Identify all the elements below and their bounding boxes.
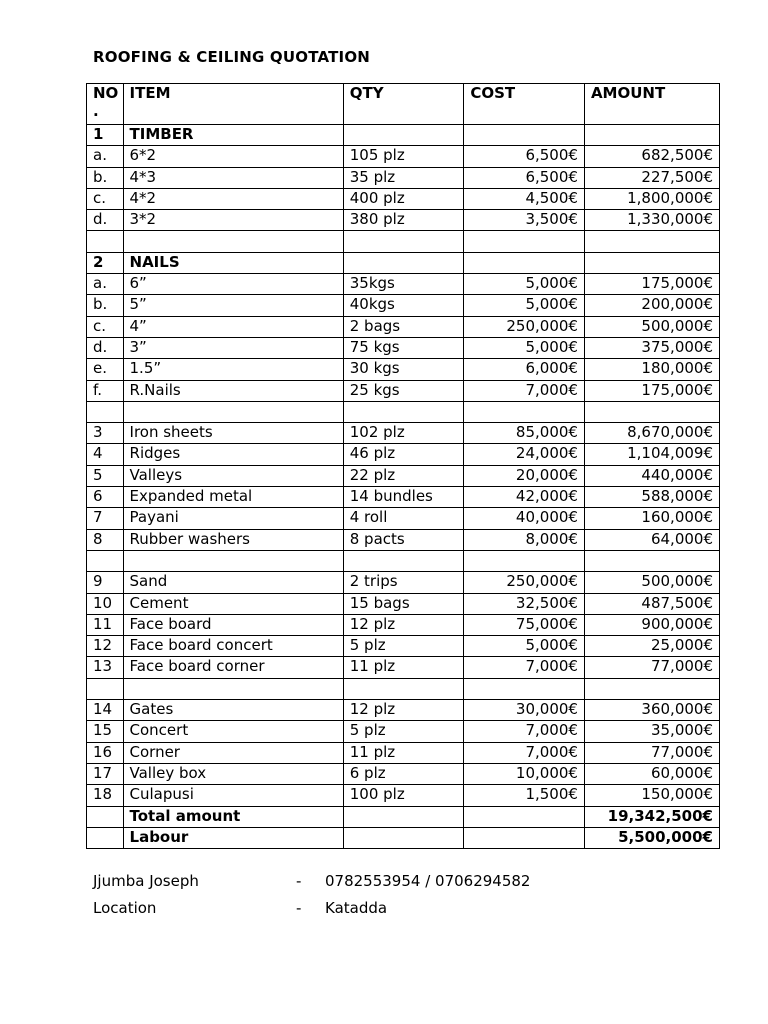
cell-cost bbox=[464, 252, 585, 273]
cell-cost: 5,000€ bbox=[464, 337, 585, 358]
cell-qty bbox=[343, 678, 464, 699]
cell-qty bbox=[343, 550, 464, 571]
contact-name: Jjumba Joseph bbox=[93, 872, 199, 890]
cell-amount: 60,000€ bbox=[584, 763, 719, 784]
cell-amount: 1,800,000€ bbox=[584, 188, 719, 209]
cell-no: 16 bbox=[87, 742, 124, 763]
cell-amount: 900,000€ bbox=[584, 614, 719, 635]
cell-no bbox=[87, 231, 124, 252]
cell-item: Expanded metal bbox=[123, 487, 343, 508]
location-value: Katadda bbox=[325, 899, 388, 917]
table-row bbox=[87, 231, 720, 252]
cell-item: 1.5” bbox=[123, 359, 343, 380]
cell-amount bbox=[584, 125, 719, 146]
cell-item: 4*3 bbox=[123, 167, 343, 188]
cell-amount: 500,000€ bbox=[584, 572, 719, 593]
cell-amount: 682,500€ bbox=[584, 146, 719, 167]
cell-qty: 400 plz bbox=[343, 188, 464, 209]
cell-amount: 487,500€ bbox=[584, 593, 719, 614]
cell-no: a. bbox=[87, 146, 124, 167]
cell-no: 10 bbox=[87, 593, 124, 614]
cell-qty: 14 bundles bbox=[343, 487, 464, 508]
header-item: ITEM bbox=[123, 84, 343, 125]
cell-qty bbox=[343, 125, 464, 146]
contact-phone: 0782553954 / 0706294582 bbox=[325, 872, 531, 890]
table-row bbox=[87, 550, 720, 571]
table-row bbox=[87, 295, 720, 316]
cell-amount bbox=[584, 678, 719, 699]
cell-amount: 8,670,000€ bbox=[584, 423, 719, 444]
cell-no: 18 bbox=[87, 785, 124, 806]
cell-item: Face board corner bbox=[123, 657, 343, 678]
cell-qty: 25 kgs bbox=[343, 380, 464, 401]
cell-no: 13 bbox=[87, 657, 124, 678]
cell-amount bbox=[584, 231, 719, 252]
cell-cost: 6,000€ bbox=[464, 359, 585, 380]
cell-no: 8 bbox=[87, 529, 124, 550]
cell-no: c. bbox=[87, 316, 124, 337]
table-row bbox=[87, 700, 720, 721]
table-row bbox=[87, 210, 720, 231]
cell-item: Payani bbox=[123, 508, 343, 529]
cell-cost: 7,000€ bbox=[464, 742, 585, 763]
cell-no: 9 bbox=[87, 572, 124, 593]
cell-cost bbox=[464, 550, 585, 571]
cell-item: Total amount bbox=[123, 806, 343, 827]
cell-amount: 175,000€ bbox=[584, 274, 719, 295]
table-row bbox=[87, 316, 720, 337]
cell-amount bbox=[584, 550, 719, 571]
cell-cost: 1,500€ bbox=[464, 785, 585, 806]
table-row bbox=[87, 636, 720, 657]
cell-item: 6*2 bbox=[123, 146, 343, 167]
cell-qty: 102 plz bbox=[343, 423, 464, 444]
cell-qty: 2 trips bbox=[343, 572, 464, 593]
cell-cost bbox=[464, 125, 585, 146]
cell-item: Concert bbox=[123, 721, 343, 742]
table-row bbox=[87, 380, 720, 401]
cell-amount: 64,000€ bbox=[584, 529, 719, 550]
table-row bbox=[87, 763, 720, 784]
cell-cost: 4,500€ bbox=[464, 188, 585, 209]
cell-cost: 6,500€ bbox=[464, 167, 585, 188]
table-row bbox=[87, 721, 720, 742]
cell-amount: 175,000€ bbox=[584, 380, 719, 401]
header-cost: COST bbox=[464, 84, 585, 125]
table-row bbox=[87, 359, 720, 380]
cell-item bbox=[123, 401, 343, 422]
cell-qty: 35 plz bbox=[343, 167, 464, 188]
cell-cost: 32,500€ bbox=[464, 593, 585, 614]
table-row bbox=[87, 614, 720, 635]
cell-no: 4 bbox=[87, 444, 124, 465]
cell-amount: 150,000€ bbox=[584, 785, 719, 806]
cell-no: 15 bbox=[87, 721, 124, 742]
cell-qty: 5 plz bbox=[343, 721, 464, 742]
cell-amount: 160,000€ bbox=[584, 508, 719, 529]
cell-qty bbox=[343, 231, 464, 252]
location-dash: - bbox=[296, 899, 302, 917]
cell-qty: 40kgs bbox=[343, 295, 464, 316]
cell-no bbox=[87, 401, 124, 422]
table-row bbox=[87, 508, 720, 529]
table-row bbox=[87, 487, 720, 508]
header-no: NO . bbox=[87, 84, 124, 125]
table-row bbox=[87, 593, 720, 614]
table-row bbox=[87, 827, 720, 848]
cell-item: TIMBER bbox=[123, 125, 343, 146]
cell-item bbox=[123, 231, 343, 252]
cell-cost bbox=[464, 231, 585, 252]
cell-item: Rubber washers bbox=[123, 529, 343, 550]
table-row bbox=[87, 785, 720, 806]
cell-cost bbox=[464, 806, 585, 827]
cell-cost: 85,000€ bbox=[464, 423, 585, 444]
cell-amount: 1,330,000€ bbox=[584, 210, 719, 231]
cell-cost: 5,000€ bbox=[464, 636, 585, 657]
cell-amount: 500,000€ bbox=[584, 316, 719, 337]
table-row bbox=[87, 572, 720, 593]
cell-qty bbox=[343, 252, 464, 273]
cell-qty: 22 plz bbox=[343, 465, 464, 486]
cell-item: 3*2 bbox=[123, 210, 343, 231]
cell-item: NAILS bbox=[123, 252, 343, 273]
cell-qty bbox=[343, 827, 464, 848]
cell-no bbox=[87, 550, 124, 571]
cell-amount: 77,000€ bbox=[584, 657, 719, 678]
table-row bbox=[87, 465, 720, 486]
cell-item: Valleys bbox=[123, 465, 343, 486]
cell-no: b. bbox=[87, 295, 124, 316]
table-row bbox=[87, 806, 720, 827]
cell-cost: 7,000€ bbox=[464, 657, 585, 678]
cell-amount: 19,342,500€ bbox=[584, 806, 719, 827]
cell-item: Sand bbox=[123, 572, 343, 593]
cell-item: Face board bbox=[123, 614, 343, 635]
table-row bbox=[87, 742, 720, 763]
cell-qty: 105 plz bbox=[343, 146, 464, 167]
cell-cost bbox=[464, 678, 585, 699]
cell-no bbox=[87, 827, 124, 848]
cell-qty: 11 plz bbox=[343, 742, 464, 763]
cell-amount: 25,000€ bbox=[584, 636, 719, 657]
cell-no: 5 bbox=[87, 465, 124, 486]
cell-item: Iron sheets bbox=[123, 423, 343, 444]
cell-qty: 8 pacts bbox=[343, 529, 464, 550]
cell-item: 4*2 bbox=[123, 188, 343, 209]
cell-amount: 77,000€ bbox=[584, 742, 719, 763]
cell-no: 1 bbox=[87, 125, 124, 146]
cell-no: a. bbox=[87, 274, 124, 295]
cell-cost: 3,500€ bbox=[464, 210, 585, 231]
cell-amount: 180,000€ bbox=[584, 359, 719, 380]
cell-cost: 250,000€ bbox=[464, 572, 585, 593]
cell-no: e. bbox=[87, 359, 124, 380]
cell-no: d. bbox=[87, 210, 124, 231]
table-row bbox=[87, 444, 720, 465]
cell-item: 5” bbox=[123, 295, 343, 316]
cell-item: Corner bbox=[123, 742, 343, 763]
table-row bbox=[87, 167, 720, 188]
table-row bbox=[87, 188, 720, 209]
cell-qty: 15 bags bbox=[343, 593, 464, 614]
cell-cost: 7,000€ bbox=[464, 721, 585, 742]
cell-item bbox=[123, 550, 343, 571]
cell-item bbox=[123, 678, 343, 699]
cell-cost: 24,000€ bbox=[464, 444, 585, 465]
cell-qty: 75 kgs bbox=[343, 337, 464, 358]
cell-qty: 46 plz bbox=[343, 444, 464, 465]
cell-no: d. bbox=[87, 337, 124, 358]
cell-no: 12 bbox=[87, 636, 124, 657]
cell-qty: 100 plz bbox=[343, 785, 464, 806]
cell-amount: 375,000€ bbox=[584, 337, 719, 358]
header-amount: AMOUNT bbox=[584, 84, 719, 125]
contact-dash: - bbox=[296, 872, 302, 890]
cell-item: 4” bbox=[123, 316, 343, 337]
quotation-table bbox=[86, 83, 720, 849]
cell-no: 17 bbox=[87, 763, 124, 784]
cell-no: 14 bbox=[87, 700, 124, 721]
table-row bbox=[87, 678, 720, 699]
cell-cost: 30,000€ bbox=[464, 700, 585, 721]
cell-amount: 200,000€ bbox=[584, 295, 719, 316]
cell-cost: 10,000€ bbox=[464, 763, 585, 784]
cell-amount: 440,000€ bbox=[584, 465, 719, 486]
cell-no: f. bbox=[87, 380, 124, 401]
cell-cost: 250,000€ bbox=[464, 316, 585, 337]
table-row bbox=[87, 337, 720, 358]
cell-qty: 380 plz bbox=[343, 210, 464, 231]
cell-qty: 12 plz bbox=[343, 700, 464, 721]
cell-qty: 30 kgs bbox=[343, 359, 464, 380]
cell-item: Labour bbox=[123, 827, 343, 848]
cell-item: R.Nails bbox=[123, 380, 343, 401]
cell-cost: 20,000€ bbox=[464, 465, 585, 486]
cell-no: b. bbox=[87, 167, 124, 188]
table-row bbox=[87, 274, 720, 295]
cell-item: Face board concert bbox=[123, 636, 343, 657]
table-row bbox=[87, 423, 720, 444]
table-row bbox=[87, 529, 720, 550]
cell-cost bbox=[464, 827, 585, 848]
cell-item: Culapusi bbox=[123, 785, 343, 806]
document-title: ROOFING & CEILING QUOTATION bbox=[93, 48, 371, 66]
table-row bbox=[87, 252, 720, 273]
cell-amount bbox=[584, 401, 719, 422]
cell-qty: 2 bags bbox=[343, 316, 464, 337]
cell-qty bbox=[343, 401, 464, 422]
cell-amount: 227,500€ bbox=[584, 167, 719, 188]
cell-no bbox=[87, 678, 124, 699]
cell-cost: 40,000€ bbox=[464, 508, 585, 529]
location-label: Location bbox=[93, 899, 157, 917]
cell-cost bbox=[464, 401, 585, 422]
cell-amount bbox=[584, 252, 719, 273]
cell-item: Cement bbox=[123, 593, 343, 614]
cell-item: Ridges bbox=[123, 444, 343, 465]
cell-no bbox=[87, 806, 124, 827]
cell-qty: 4 roll bbox=[343, 508, 464, 529]
cell-qty: 6 plz bbox=[343, 763, 464, 784]
cell-cost: 42,000€ bbox=[464, 487, 585, 508]
cell-no: c. bbox=[87, 188, 124, 209]
cell-no: 6 bbox=[87, 487, 124, 508]
cell-no: 3 bbox=[87, 423, 124, 444]
header-qty: QTY bbox=[343, 84, 464, 125]
cell-amount: 5,500,000€ bbox=[584, 827, 719, 848]
table-row bbox=[87, 146, 720, 167]
contact-footer bbox=[93, 872, 593, 922]
cell-amount: 1,104,009€ bbox=[584, 444, 719, 465]
cell-cost: 7,000€ bbox=[464, 380, 585, 401]
cell-cost: 75,000€ bbox=[464, 614, 585, 635]
cell-no: 11 bbox=[87, 614, 124, 635]
table-row bbox=[87, 657, 720, 678]
cell-cost: 6,500€ bbox=[464, 146, 585, 167]
cell-no: 7 bbox=[87, 508, 124, 529]
cell-cost: 8,000€ bbox=[464, 529, 585, 550]
cell-qty: 12 plz bbox=[343, 614, 464, 635]
cell-qty: 5 plz bbox=[343, 636, 464, 657]
table-row bbox=[87, 125, 720, 146]
cell-cost: 5,000€ bbox=[464, 274, 585, 295]
cell-amount: 35,000€ bbox=[584, 721, 719, 742]
cell-item: Valley box bbox=[123, 763, 343, 784]
cell-item: Gates bbox=[123, 700, 343, 721]
table-header-row bbox=[87, 84, 720, 125]
cell-no: 2 bbox=[87, 252, 124, 273]
cell-item: 3” bbox=[123, 337, 343, 358]
table-row bbox=[87, 401, 720, 422]
cell-qty: 11 plz bbox=[343, 657, 464, 678]
cell-item: 6” bbox=[123, 274, 343, 295]
cell-amount: 588,000€ bbox=[584, 487, 719, 508]
cell-qty: 35kgs bbox=[343, 274, 464, 295]
cell-amount: 360,000€ bbox=[584, 700, 719, 721]
cell-cost: 5,000€ bbox=[464, 295, 585, 316]
cell-qty bbox=[343, 806, 464, 827]
